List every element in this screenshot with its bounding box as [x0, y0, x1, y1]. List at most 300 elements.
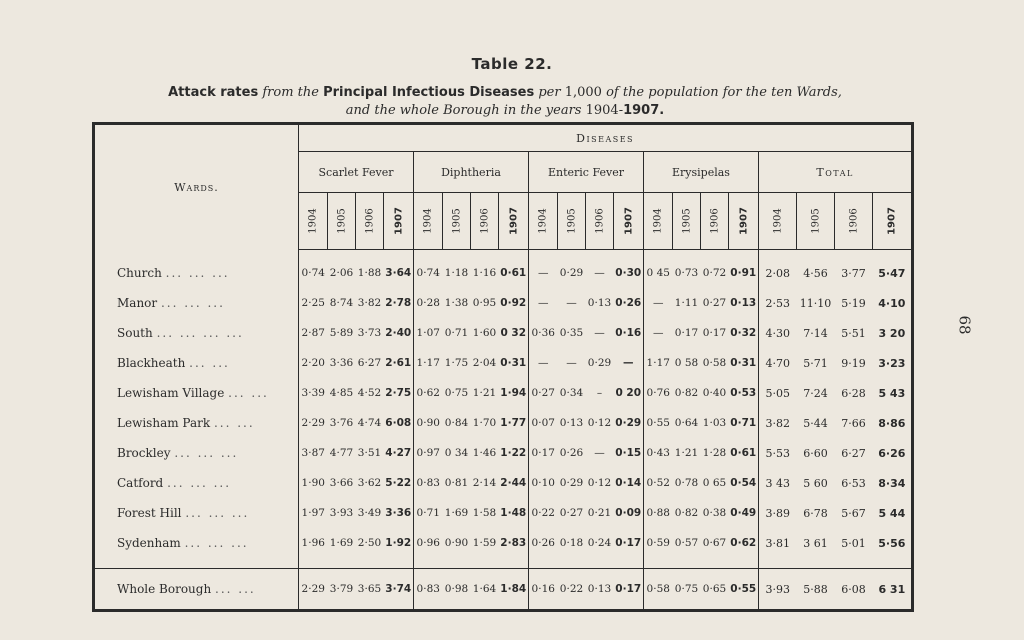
rate-cell: 0 20 [614, 378, 644, 408]
year-header [499, 193, 529, 250]
rate-cell: 0·96 [416, 537, 440, 549]
rate-cell: 0·54 [729, 468, 759, 498]
rate-cell: — [653, 297, 664, 309]
rate-cell: 5·71 [803, 356, 828, 370]
ward-name-cell [94, 288, 299, 318]
rate-cell: 0·17 [614, 528, 644, 569]
rate-cell: 0·75 [444, 387, 469, 399]
year-header [873, 193, 913, 250]
rate-cell: 3·82 [765, 416, 790, 430]
rate-cell: 0·36 [531, 327, 555, 339]
year-label: 1905 [451, 208, 462, 234]
rate-cell: 5·51 [841, 326, 866, 340]
rate-cell: 2·44 [499, 468, 529, 498]
subtitle-years-end: 1907. [623, 103, 665, 118]
rate-cell: 2·40 [384, 318, 414, 348]
rate-cell: 0·71 [729, 408, 759, 438]
rate-cell: 3 61 [803, 536, 828, 550]
rate-cell: 4·70 [765, 356, 790, 370]
rate-cell: 0·62 [729, 528, 759, 569]
rate-cell: 0·15 [614, 438, 644, 468]
rate-cell: 1·84 [499, 569, 529, 611]
leader-dots: ... ... ... [165, 265, 230, 280]
rate-cell: 3·87 [301, 447, 325, 459]
rate-cell: 0·12 [587, 417, 612, 429]
rate-cell: 0·09 [614, 498, 644, 528]
rate-cell: 2·29 [299, 569, 328, 611]
ward-name: Church [117, 265, 162, 280]
rate-cell: 0·90 [416, 417, 440, 429]
rate-cell: 3·89 [765, 506, 790, 520]
year-header [443, 193, 471, 250]
rate-cell: 1·17 [416, 357, 440, 369]
table-row [94, 438, 913, 468]
rate-cell: 0·26 [559, 447, 584, 459]
rate-cell: 0·13 [729, 288, 759, 318]
rate-cell: 0·81 [444, 477, 469, 489]
rate-cell: 1·18 [444, 267, 469, 279]
rate-cell: 5 43 [878, 386, 906, 400]
table-row [94, 408, 913, 438]
rate-cell: 2·20 [301, 357, 325, 369]
rate-cell: — [538, 267, 549, 279]
rate-cell: 0·78 [674, 477, 699, 489]
rate-cell: — [538, 297, 549, 309]
rate-cell: 1·21 [472, 387, 497, 399]
rate-cell: 0·74 [301, 267, 325, 279]
rate-cell: 1·64 [471, 569, 499, 611]
rate-cell: 0·17 [674, 327, 699, 339]
rate-cell: 0·53 [729, 378, 759, 408]
year-label: 1907 [393, 207, 404, 235]
rate-cell: 0·22 [558, 569, 586, 611]
year-label: 1907 [886, 207, 898, 235]
rate-cell: 5·47 [878, 266, 906, 280]
rate-cell: 2·29 [301, 417, 325, 429]
wards-header: Wards. [94, 124, 299, 250]
year-label: 1906 [709, 208, 720, 234]
year-header [529, 193, 558, 250]
diseases-header: Diseases [299, 124, 913, 152]
rate-cell: 3·65 [356, 569, 384, 611]
ward-name-cell [94, 250, 299, 289]
rate-cell: 0·71 [416, 507, 440, 519]
rate-cell: 2·06 [329, 267, 354, 279]
group-erysipelas: Erysipelas [644, 152, 759, 193]
rate-cell: 0·17 [614, 569, 644, 611]
leader-dots: ... ... [228, 386, 269, 400]
rate-cell: 2·87 [301, 327, 325, 339]
rate-cell: 0·88 [646, 507, 670, 519]
table-row [94, 250, 913, 289]
ward-name-cell [94, 468, 299, 498]
rate-cell: 4·56 [803, 266, 828, 280]
year-label: 1905 [566, 208, 577, 234]
rate-cell: 0·22 [531, 507, 555, 519]
rate-cell: 0·12 [587, 477, 612, 489]
rate-cell: 6·78 [803, 506, 828, 520]
table-row [94, 348, 913, 378]
rate-cell: 0 32 [499, 318, 529, 348]
rate-cell: 3·36 [329, 357, 354, 369]
ward-name-cell [94, 498, 299, 528]
rate-cell: 0·21 [587, 507, 612, 519]
rate-cell: 0·35 [559, 327, 584, 339]
rate-cell: 8·86 [878, 416, 906, 430]
year-label: 1905 [810, 208, 821, 234]
page-number: 68 [955, 315, 974, 335]
rate-cell: 0·26 [531, 537, 555, 549]
ward-name: Catford [117, 476, 164, 490]
rate-cell: 0·55 [729, 569, 759, 611]
leader-dots: ... ... [213, 416, 255, 430]
table-title: Table 22. [471, 55, 553, 73]
rate-cell: 0·29 [559, 477, 584, 489]
rate-cell: 4·10 [878, 296, 906, 310]
rate-cell: 0·16 [614, 318, 644, 348]
rate-cell: 0 58 [674, 357, 699, 369]
rate-cell: 2·04 [472, 357, 497, 369]
rate-cell: 1·22 [499, 438, 529, 468]
ward-name: Forest Hill [117, 506, 182, 520]
year-label: 1904 [537, 208, 549, 234]
rate-cell: 1·11 [674, 297, 699, 309]
rate-cell: 7·66 [841, 416, 866, 430]
group-enteric-fever: Enteric Fever [529, 152, 644, 193]
rate-cell: 5·56 [878, 536, 906, 550]
rate-cell: 0·27 [559, 507, 584, 519]
year-header [586, 193, 614, 250]
rate-cell: 5·67 [841, 506, 866, 520]
year-label: 1904 [772, 208, 783, 234]
rate-cell: 0·29 [614, 408, 644, 438]
year-header [644, 193, 673, 250]
rate-cell: 0·29 [587, 357, 612, 369]
rate-cell: 3·81 [765, 536, 790, 550]
rate-cell: 3·77 [841, 266, 866, 280]
year-label: 1904 [422, 208, 434, 234]
year-header [729, 193, 759, 250]
rate-cell: 6·27 [357, 357, 382, 369]
year-label: 1905 [681, 208, 692, 234]
rate-cell: 1·90 [301, 477, 325, 489]
rate-cell: 3·73 [357, 327, 382, 339]
rate-cell: 0·26 [614, 288, 644, 318]
rate-cell: 0·97 [416, 447, 440, 459]
year-label: 1907 [508, 207, 519, 235]
rate-cell: 0·83 [414, 569, 443, 611]
rate-cell: — [594, 327, 605, 339]
rate-cell: 0·49 [729, 498, 759, 528]
rate-cell: 0·71 [444, 327, 469, 339]
ward-name-cell [94, 408, 299, 438]
ward-name: Sydenham [117, 536, 181, 550]
rate-cell: 2·08 [765, 266, 790, 280]
rate-cell: 3 43 [765, 476, 790, 490]
rate-cell: 4·30 [765, 326, 790, 340]
rate-cell: 0·32 [729, 318, 759, 348]
rate-cell: 1·59 [472, 537, 497, 549]
rate-cell: 9·19 [841, 356, 866, 370]
year-header [356, 193, 384, 250]
rate-cell: 0·67 [702, 537, 727, 549]
year-header [835, 193, 873, 250]
year-label: 1906 [594, 208, 605, 234]
rate-cell: 0·07 [531, 417, 555, 429]
ward-name: Brockley [117, 446, 171, 460]
rate-cell: 0·14 [614, 468, 644, 498]
rate-cell: 2·83 [499, 528, 529, 569]
rate-cell: 0·52 [646, 477, 670, 489]
rate-cell: 1·96 [301, 537, 325, 549]
year-header [471, 193, 499, 250]
rate-cell: 0·27 [531, 387, 555, 399]
rate-cell: 0·91 [729, 250, 759, 289]
year-label: 1904 [307, 208, 319, 234]
ward-name: Manor [117, 296, 158, 310]
rate-cell: 6·60 [803, 446, 828, 460]
rate-cell: 2·53 [765, 296, 790, 310]
group-scarlet-fever: Scarlet Fever [299, 152, 414, 193]
table-row [94, 528, 913, 569]
rate-cell: 0·73 [674, 267, 699, 279]
rate-cell: 1·21 [674, 447, 699, 459]
rate-cell: 2·25 [301, 297, 325, 309]
year-label: 1906 [848, 208, 859, 234]
rate-cell: 8·34 [878, 476, 906, 490]
rate-cell: 0·62 [416, 387, 440, 399]
leader-dots: ... ... ... ... [156, 326, 244, 340]
rate-cell: 3·93 [329, 507, 354, 519]
rate-cell: – [596, 387, 603, 399]
year-label: 1905 [336, 208, 347, 234]
year-header [701, 193, 729, 250]
rate-cell: 5 44 [878, 506, 906, 520]
rate-cell: 5·88 [797, 569, 835, 611]
rate-cell: 0·31 [729, 348, 759, 378]
rate-cell: 0·34 [559, 387, 584, 399]
ward-name: Blackheath [117, 356, 186, 370]
year-header [797, 193, 835, 250]
ward-name-cell [94, 348, 299, 378]
rate-cell: 6·08 [835, 569, 873, 611]
rate-cell: 0·76 [646, 387, 670, 399]
rate-cell: 0·65 [701, 569, 729, 611]
rate-cell: 3·74 [384, 569, 414, 611]
rate-cell: 4·85 [329, 387, 354, 399]
subtitle-per-number: 1,000 [564, 85, 602, 100]
rate-cell: 2·78 [384, 288, 414, 318]
rate-cell: 5·01 [841, 536, 866, 550]
rate-cell: 0·43 [646, 447, 670, 459]
rate-cell: 5·05 [765, 386, 790, 400]
group-total: Total [759, 152, 913, 193]
year-header [673, 193, 701, 250]
rate-cell: 0·72 [702, 267, 727, 279]
rate-cell: 0·17 [702, 327, 727, 339]
rate-cell: 3·93 [759, 569, 797, 611]
year-label: 1907 [738, 207, 749, 235]
rate-cell: 3·66 [329, 477, 354, 489]
year-header [384, 193, 414, 250]
table-row [94, 378, 913, 408]
rate-cell: 0·29 [559, 267, 584, 279]
year-label: 1907 [623, 207, 634, 235]
subtitle-years-start: 1904- [585, 103, 624, 118]
ward-name-cell [94, 569, 299, 611]
rate-cell: 2·50 [357, 537, 382, 549]
table-row [94, 498, 913, 528]
leader-dots: ... ... ... [185, 506, 250, 520]
year-label: 1906 [479, 208, 490, 234]
rate-cell: 0·61 [729, 438, 759, 468]
rate-cell: 5 60 [803, 476, 828, 490]
rate-cell: 7·24 [803, 386, 828, 400]
rate-cell: 0·58 [702, 357, 727, 369]
rate-cell: 0·82 [674, 507, 699, 519]
year-header [614, 193, 644, 250]
rate-cell: 1·88 [357, 267, 382, 279]
subtitle-attack-rates: Attack rates [168, 85, 259, 100]
rate-cell: 7·14 [803, 326, 828, 340]
rate-cell: 0·83 [416, 477, 440, 489]
year-header [759, 193, 797, 250]
rate-cell: 0·24 [587, 537, 612, 549]
rate-cell: 1·75 [444, 357, 469, 369]
rate-cell: 0·18 [559, 537, 584, 549]
ward-name: Lewisham Village [117, 386, 225, 400]
rate-cell: — [538, 357, 549, 369]
attack-rates-table [92, 122, 914, 612]
leader-dots: ... ... ... [167, 476, 232, 490]
subtitle-text-2: per [534, 85, 565, 100]
rate-cell: 3·39 [301, 387, 325, 399]
ward-name-cell [94, 438, 299, 468]
rate-cell: 1·16 [472, 267, 497, 279]
rate-cell: 0·61 [499, 250, 529, 289]
rate-cell: 0·17 [531, 447, 555, 459]
rate-cell: — [614, 348, 644, 378]
rate-cell: 3·64 [384, 250, 414, 289]
rate-cell: 0·13 [559, 417, 584, 429]
rate-cell: 0·58 [644, 569, 673, 611]
rate-cell: — [566, 357, 577, 369]
rate-cell: 0·30 [614, 250, 644, 289]
rate-cell: 1·28 [702, 447, 727, 459]
rate-cell: 0 65 [702, 477, 727, 489]
rate-cell: 1·58 [472, 507, 497, 519]
subtitle-text-3: of the population for the ten Wards, [601, 85, 842, 100]
rate-cell: 3·76 [329, 417, 354, 429]
rate-cell: 5·19 [841, 296, 866, 310]
rate-cell: 6·08 [384, 408, 414, 438]
rate-cell: 0·31 [499, 348, 529, 378]
rate-cell: 3·82 [357, 297, 382, 309]
ward-name-cell [94, 528, 299, 569]
year-label: 1904 [652, 208, 664, 234]
rate-cell: 3·49 [357, 507, 382, 519]
rate-cell: 6·28 [841, 386, 866, 400]
ward-name: Lewisham Park [117, 416, 211, 430]
rate-cell: — [594, 447, 605, 459]
rate-cell: 0·13 [587, 297, 612, 309]
rate-cell: 5·22 [384, 468, 414, 498]
table-subtitle [90, 84, 920, 120]
rate-cell: 0·98 [443, 569, 471, 611]
year-label: 1906 [364, 208, 375, 234]
rate-cell: 1·46 [472, 447, 497, 459]
rate-cell: 1·38 [444, 297, 469, 309]
rate-cell: 1·92 [384, 528, 414, 569]
year-header [414, 193, 443, 250]
table-row [94, 288, 913, 318]
rate-cell: 3·79 [328, 569, 356, 611]
table-row [94, 468, 913, 498]
rate-cell: 6·53 [841, 476, 866, 490]
rate-cell: 1·69 [329, 537, 354, 549]
rate-cell: 0·82 [674, 387, 699, 399]
leader-dots: ... ... ... [174, 446, 239, 460]
leader-dots: ... ... [215, 582, 256, 596]
rate-cell: 8·74 [329, 297, 354, 309]
rate-cell: 2·61 [384, 348, 414, 378]
year-header [558, 193, 586, 250]
rate-cell: 1·03 [702, 417, 727, 429]
rate-cell: 5·53 [765, 446, 790, 460]
rate-cell: 6 31 [873, 569, 913, 611]
rate-cell: 11·10 [799, 296, 832, 310]
rate-cell: 0·64 [674, 417, 699, 429]
rate-cell: 0·10 [531, 477, 555, 489]
rate-cell: 1·70 [472, 417, 497, 429]
rate-cell: 1·94 [499, 378, 529, 408]
rate-cell: 6·27 [841, 446, 866, 460]
rate-cell: 0·75 [673, 569, 701, 611]
leader-dots: ... ... ... [184, 536, 249, 550]
rate-cell: 1·69 [444, 507, 469, 519]
rate-cell: 1·97 [301, 507, 325, 519]
rate-cell: 0·90 [444, 537, 469, 549]
subtitle-text-4: and the whole Borough in the years [345, 103, 586, 118]
rate-cell: 0·95 [472, 297, 497, 309]
rate-cell: 3·23 [878, 356, 906, 370]
rate-cell: 4·74 [357, 417, 382, 429]
ward-name-cell [94, 318, 299, 348]
year-header [299, 193, 328, 250]
rate-cell: 0·57 [674, 537, 699, 549]
rate-cell: 0·84 [444, 417, 469, 429]
rate-cell: 5·89 [329, 327, 354, 339]
rate-cell: 0·13 [586, 569, 614, 611]
ward-name: South [117, 326, 153, 340]
rate-cell: 0·92 [499, 288, 529, 318]
subtitle-text-1: from the [258, 85, 324, 100]
rate-cell: 5·44 [803, 416, 828, 430]
rate-cell: 1·07 [416, 327, 440, 339]
rate-cell: 4·27 [384, 438, 414, 468]
rate-cell: — [653, 327, 664, 339]
rate-cell: 1·60 [472, 327, 497, 339]
rate-cell: 1·77 [499, 408, 529, 438]
rate-cell: 3·51 [357, 447, 382, 459]
leader-dots: ... ... [189, 356, 230, 370]
rate-cell: 2·75 [384, 378, 414, 408]
rate-cell: 0·27 [702, 297, 727, 309]
rate-cell: 0·16 [529, 569, 558, 611]
subtitle-diseases: Principal Infectious Diseases [323, 85, 535, 100]
rate-cell: 0 34 [444, 447, 469, 459]
table-row [94, 569, 913, 611]
